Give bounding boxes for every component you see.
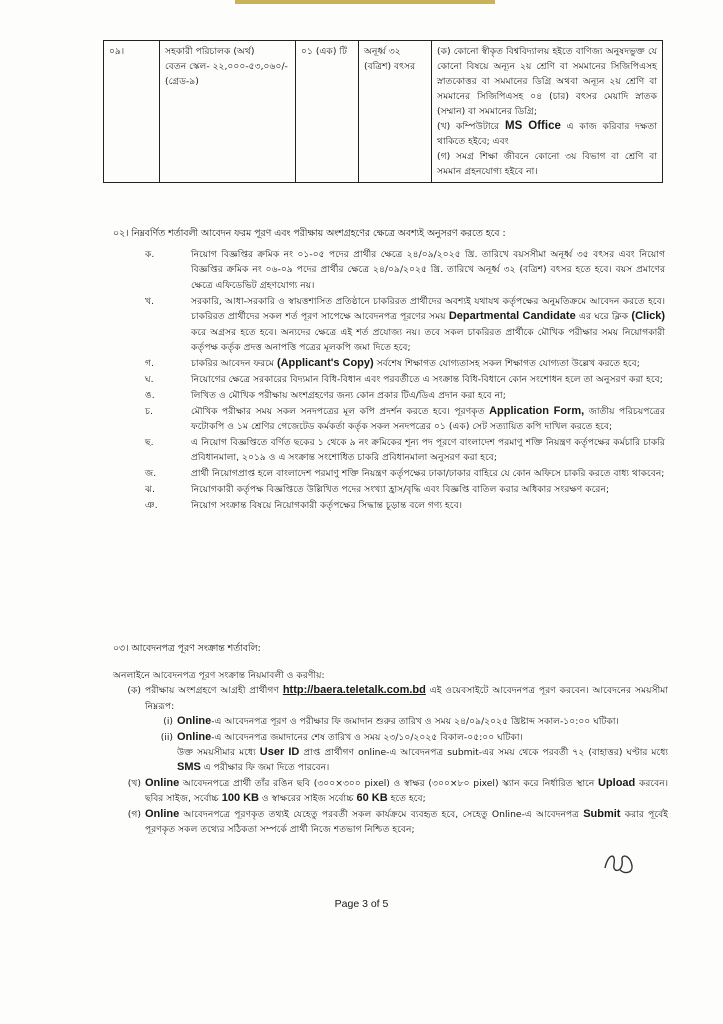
rule-text-part: পরীক্ষায় অংশগ্রহণে আগ্রহী প্রার্থীগণ: [145, 685, 279, 697]
sms-label: SMS: [177, 761, 201, 774]
upload-label: Upload: [597, 776, 636, 789]
rule-text-part: আবেদনপত্রে প্রার্থী তাঁর রঙিন ছবি (৩০০×৩০০ pixel) ও স্বাক্ষর (৩০০×৮০ pixel) স্ক্যান করে নির্ধারিত স্থানে: [182, 777, 595, 789]
item-text-part: এর ঘরে ক্লিক: [578, 311, 629, 323]
rule-text: [145, 776, 668, 807]
ms-office-label: MS Office: [505, 120, 561, 132]
online-label: Online: [177, 715, 212, 728]
signature-size-label: 60 KB: [356, 792, 388, 805]
rule-note: [113, 745, 668, 776]
online-intro: অনলাইনে আবেদনপত্র পূরণ সংক্রান্ত নিয়মাবলী ও করণীয়:: [113, 670, 325, 681]
submit-label: Submit: [583, 807, 621, 820]
age-limit-cell: অনূর্ধ্ব ৩২ (বত্রিশ) বৎসর: [359, 41, 432, 183]
rule-text-part: প্রাপ্ত প্রার্থীগণ online-এ আবেদনপত্র submit-এর সময় থেকে পরবর্তী ৭২ (বাহাত্তর) ঘণ্টার মধ্যে: [303, 747, 669, 759]
list-item: [145, 356, 665, 371]
online-application-rules: [113, 668, 668, 837]
item-label: জ.: [145, 468, 157, 480]
rule-label: (ii): [160, 731, 173, 743]
rule-label: (i): [163, 716, 173, 728]
rule-text-part: করবেন। ছবির সাইজ, সর্বোচ্চ: [145, 777, 669, 805]
rule-text-part: আবেদনপত্রে পূরণকৃত তথ্যই যেহেতু পরবর্তী সকল কার্যক্রমে ব্যবহৃত হবে, সেহেতু Online-এ আবেদনপত্র: [183, 808, 579, 820]
item-label: ঙ.: [145, 389, 155, 401]
rule-ii: [113, 730, 668, 745]
post-name: সহকারী পরিচালক (অর্থ): [165, 46, 255, 57]
rule-label-empty: [145, 745, 177, 776]
list-item: [145, 498, 665, 513]
item-text: [191, 356, 665, 371]
item-text: [191, 404, 665, 435]
grade: (গ্রেড-৯): [165, 76, 199, 87]
section-3-heading: ০৩। আবেদনপত্র পূরণ সংক্রান্ত শর্তাবলি:: [113, 643, 261, 654]
qualification-kha: [437, 119, 657, 149]
rule-ga: [113, 807, 668, 838]
post-details-table: [103, 40, 663, 183]
serial-cell: ০৯।: [104, 41, 160, 183]
rule-kha: [113, 776, 668, 807]
list-item: [145, 482, 665, 497]
rule-text: [177, 745, 668, 776]
item-text: নিয়োগ সংক্রান্ত বিষয়ে নিয়োগকারী কর্তৃপক্ষের সিদ্ধান্ত চূড়ান্ত বলে গণ্য হবে।: [191, 500, 462, 511]
online-label: Online: [145, 807, 180, 820]
rule-text: [177, 714, 668, 729]
item-text: লিখিত ও মৌখিক পরীক্ষায় অংশগ্রহণের জন্য কোন প্রকার টিএ/ডিএ প্রদান করা হবে না;: [191, 389, 506, 401]
item-text-part: সর্বশেষ শিক্ষাগত যোগ্যতাসহ সকল শিক্ষাগত যোগ্যতা উল্লেখ করতে হবে;: [376, 357, 640, 369]
rule-text-part: এই ওয়েবসাইটে আবেদনপত্র পূরণ করবেন। আবেদনের সময়সীমা নিম্নরূপ:: [145, 685, 669, 712]
item-label: চ.: [145, 405, 153, 417]
page-number: Page 3 of 5: [334, 898, 389, 910]
list-item: [145, 388, 665, 403]
qualification-ka: (ক) কোনো স্বীকৃত বিশ্ববিদ্যালয় হইতে বাণিজ্য অনুষদভুক্ত যে কোনো বিষয়ে অন্যূন ২য় শ্রেণি বা সমমানের সিজিপিএসহ স্নাতকোত্তর বা সমমানের ডিগ্রি অথবা অন্যূন ২য় শ্রেণি বা সমমানের সিজিপিএসহ ০৪ (চার) বৎসর মেয়াদি স্নাতক (সম্মান) বা সমমানের ডিগ্রি;: [437, 46, 657, 117]
item-label: খ.: [145, 295, 154, 307]
item-text: প্রার্থী নিয়োগপ্রাপ্ত হলে বাংলাদেশ পরমাণু শক্তি নিয়ন্ত্রণ কর্তৃপক্ষের ঢাকা/ঢাকার বাহিরে যে কোন অফিসে চাকরি করতে বাধ্য থাকবেন;: [191, 468, 665, 480]
section-2-heading: ০২। নিম্নবর্ণিত শর্তাবলী আবেদন ফরম পূরণ এবং পরীক্ষায় অংশগ্রহণের ক্ষেত্রে অবশ্যই অনুসরণ করতে হবে :: [113, 228, 506, 239]
item-text-part: মৌখিক পরীক্ষার সময় সকল সনদপত্রের মূল কপি প্রদর্শন করতে হবে। পূরণকৃত: [191, 405, 485, 417]
qualification-cell: [432, 41, 663, 183]
post-count-cell: ০১ (এক) টি: [296, 41, 359, 183]
item-text-part: চাকরির আবেদন ফরমে: [191, 357, 275, 369]
rule-text-part: এ পরীক্ষার ফি জমা দিতে পারবেন।: [203, 762, 330, 774]
online-label: Online: [145, 776, 180, 789]
rule-label: (ক): [127, 685, 141, 697]
list-item: [145, 372, 665, 387]
item-text: নিয়োগ বিজ্ঞপ্তির ক্রমিক নং ০১-০৫ পদের প্রার্থীর ক্ষেত্রে ২৪/০৯/২০২৫ খ্রি. তারিখে বয়সসীমা অনূর্ধ্ব ৩৫ বৎসর এবং নিয়োগ বিজ্ঞপ্তির ক্রমিক নং ০৬-০৯ পদের প্রার্থীর ক্ষেত্রে ২৪/০৯/২০২৫ খ্রি. তারিখে অনূর্ধ্ব ৩২ (বত্রিশ) বৎসর হতে হবে। বয়স প্রমাণের ক্ষেত্রে এফিডেভিট গ্রহণযোগ্য নয়।: [191, 249, 665, 291]
click-label: (Click): [631, 310, 666, 323]
item-text-part: জাতীয় পরিচয়পত্রের ফটোকপি ও ১ম শ্রেণির গেজেটেড কর্মকর্তা কর্তৃক সকল সনদপত্রের ০১ (এক) সেট সত্যায়িত কপি দাখিল করতে হবে;: [191, 405, 666, 432]
signature-mark: [602, 848, 636, 878]
rule-text-part: উক্ত সময়সীমার মধ্যে: [177, 747, 256, 759]
item-label: ছ.: [145, 436, 154, 448]
qualification-kha-text-2: এ কাজ করিবার দক্ষতা থাকিতে হইবে; এবং: [437, 121, 657, 147]
user-id-label: User ID: [259, 746, 300, 759]
rule-text: [145, 807, 668, 838]
applicants-copy-label: (Applicant's Copy): [276, 356, 374, 369]
rule-i: [113, 714, 668, 729]
item-label: ঝ.: [145, 484, 155, 496]
list-item: [145, 404, 665, 435]
top-border-decoration: [235, 0, 495, 4]
conditions-list: [145, 247, 665, 514]
qualification-ga: (গ) সমগ্র শিক্ষা জীবনে কোনো ৩য় বিভাগ বা শ্রেণি বা সমমান গ্রহনযোগ্য হইবে না।: [437, 151, 657, 177]
item-text: নিয়োগের ক্ষেত্রে সরকারের বিদ্যমান বিধি-বিধান এবং পরবর্তীতে এ সংক্রান্ত বিধি-বিধানে কোন সংশোধন হলে তা অনুসরণ করা হবে;: [191, 373, 663, 385]
post-name-cell: [160, 41, 296, 183]
rule-text: [177, 730, 668, 745]
item-label: ঞ.: [145, 500, 158, 511]
item-label: গ.: [145, 357, 154, 369]
item-label: ঘ.: [145, 373, 154, 385]
list-item: [145, 466, 665, 481]
item-text: এ নিয়োগ বিজ্ঞপ্তিতে বর্ণিত ছকের ১ থেকে ৯ নং ক্রমিকের শূন্য পদ পূরণে বাংলাদেশ পরমাণু শক্তি নিয়ন্ত্রণ কর্তৃপক্ষের কর্মচারি চাকরি প্রবিধানমালা, ২০১৯ ও এ সংক্রান্ত সংশোধিত চাকরি প্রবিধানমালা অনুসরণ করা হবে;: [191, 436, 665, 464]
rule-text-part: -এ আবেদনপত্র পূরণ ও পরীক্ষার ফি জমাদান শুরুর তারিখ ও সময় ২৪/০৯/২০২৫ খ্রিষ্টাব্দ সকাল-১০:০০ ঘটিকা।: [211, 716, 619, 728]
photo-size-label: 100 KB: [221, 792, 259, 805]
pay-scale: বেতন স্কেল- ২২,০০০-৫৩,০৬০/-: [165, 61, 288, 72]
application-form-label: Application Form,: [489, 404, 585, 417]
rule-text-part: -এ আবেদনপত্র জমাদানের শেষ তারিখ ও সময় ২৩/১০/২০২৫ বিকাল-০৫:০০ ঘটিকা।: [211, 731, 523, 743]
item-label: ক.: [145, 249, 155, 260]
rule-text: [145, 683, 668, 714]
online-label: Online: [177, 730, 212, 743]
item-text-part: করে অগ্রসর হতে হবে। অন্যদের ক্ষেত্রে এই শর্ত প্রযোজ্য নয়। তবে সকল চাকরিরত প্রার্থীকে মৌখিক পরীক্ষার সময় নিয়োগকারী কর্তৃপক্ষ কর্তৃক প্রদত্ত অনাপত্তি পত্রের মূলকপি জমা দিতে হবে;: [191, 326, 665, 353]
item-text-part: সরকারি, আধা-সরকারি ও স্বায়ত্তশাসিত প্রতিষ্ঠানে চাকরিরত প্রার্থীদের অবশ্যই যথাযথ কর্তৃপক্ষের অনুমতিক্রমে আবেদন করতে হবে। চাকরিরত প্রার্থীদের সকল শর্ত পূরণ সাপেক্ষে আবেদনপত্র পূরণের সময়: [191, 295, 665, 323]
list-item: [145, 435, 665, 466]
rule-label: (খ): [127, 777, 141, 789]
table-row: [104, 41, 663, 183]
website-link[interactable]: http://baera.teletalk.com.bd: [282, 684, 426, 697]
rule-text-part: ও স্বাক্ষরের সাইজ সর্বোচ্চ: [261, 793, 354, 805]
item-text: [191, 294, 665, 356]
departmental-candidate-label: Departmental Candidate: [448, 310, 576, 323]
item-text: নিয়োগকারী কর্তৃপক্ষ বিজ্ঞপ্তিতে উল্লিখিত পদের সংখ্যা হ্রাস/বৃদ্ধি এবং বিজ্ঞপ্তি বাতিল করার অধিকার সংরক্ষণ করেন;: [191, 484, 610, 496]
rule-text-part: হতে হবে;: [390, 793, 426, 805]
rule-label: (গ): [127, 808, 141, 820]
rule-text-part: করার পূর্বেই পূরণকৃত সকল তথ্যের সঠিকতা সম্পর্কে প্রার্থী নিজে শতভাগ নিশ্চিত হবেন;: [145, 808, 668, 836]
list-item: [145, 247, 665, 293]
list-item: [145, 294, 665, 356]
qualification-kha-text: (খ) কম্পিউটারে: [437, 121, 500, 132]
rule-ka: [113, 683, 668, 714]
